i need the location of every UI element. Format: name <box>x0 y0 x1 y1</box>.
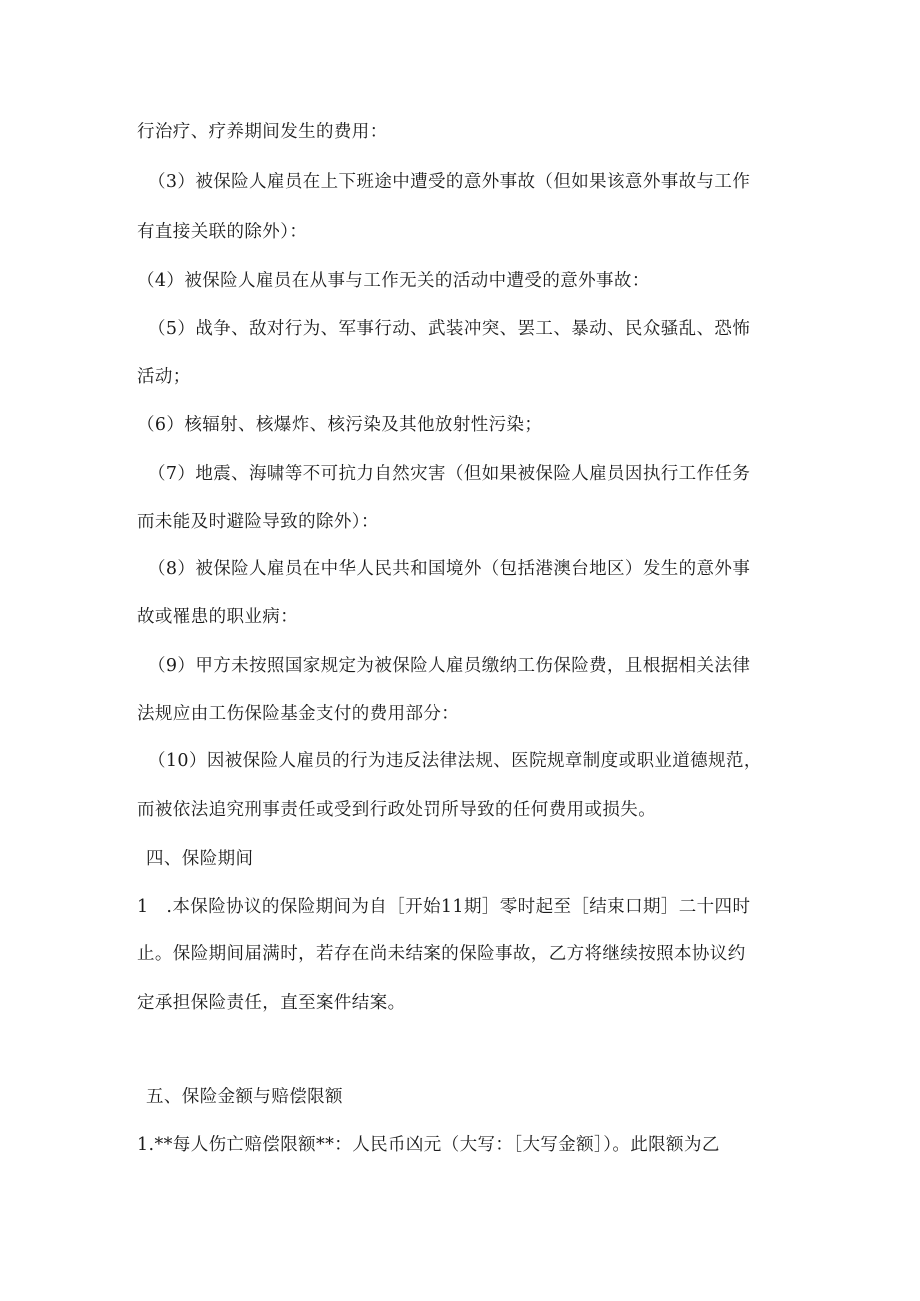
exclusion-item-6: （6）核辐射、核爆炸、核污染及其他放射性污染； <box>137 415 543 435</box>
exclusion-item-8-line-2: 故或罹患的职业病： <box>137 607 299 627</box>
exclusion-item-7-line-1: （7）地震、海啸等不可抗力自然灾害（但如果被保险人雇员因执行工作任务 <box>148 464 751 484</box>
exclusion-item-3-line-2: 有直接关联的除外）： <box>137 222 308 242</box>
exclusion-item-3-line-1: （3）被保险人雇员在上下班途中遭受的意外事故（但如果该意外事故与工作 <box>148 172 751 192</box>
exclusion-item-7-line-2: 而未能及时避险导致的除外）： <box>137 512 379 532</box>
limit-clause-line-1: 1.**每人伤亡赔偿限额**：人民币凶元（大写：［大写金额］）。此限额为乙 <box>137 1135 720 1155</box>
period-clause-line-2: 止。保险期间届满时，若存在尚未结案的保险事故，乙方将继续按照本协议约 <box>137 944 746 964</box>
exclusion-item-10-line-2: 而被依法追究刑事责任或受到行政处罚所导致的任何费用或损失。 <box>137 800 657 820</box>
period-clause-line-3: 定承担保险责任，直至案件结案。 <box>137 993 406 1013</box>
section-heading-insured-amount: 五、保险金额与赔偿限额 <box>146 1087 343 1107</box>
period-clause-line-1: 1 .本保险协议的保险期间为自［开始11期］零时起至［结束口期］二十四时 <box>137 897 751 917</box>
exclusion-item-5-line-2: 活动； <box>137 367 191 387</box>
exclusion-item-9-line-1: （9）甲方未按照国家规定为被保险人雇员缴纳工伤保险费，且根据相关法律 <box>148 656 751 676</box>
exclusion-item-9-line-2: 法规应由工伤保险基金支付的费用部分： <box>137 704 460 724</box>
exclusion-item-5-line-1: （5）战争、敌对行为、军事行动、武装冲突、罢工、暴动、民众骚乱、恐怖 <box>148 319 751 339</box>
paragraph-line: 行治疗、疗养期间发生的费用： <box>137 122 388 142</box>
exclusion-item-8-line-1: （8）被保险人雇员在中华人民共和国境外（包括港澳台地区）发生的意外事 <box>148 559 751 579</box>
section-heading-insurance-period: 四、保险期间 <box>146 849 254 869</box>
exclusion-item-10-line-1: （10）因被保险人雇员的行为违反法律法规、医院规章制度或职业道德规范， <box>148 751 762 771</box>
exclusion-item-4: （4）被保险人雇员在从事与工作无关的活动中遭受的意外事故： <box>137 271 650 291</box>
